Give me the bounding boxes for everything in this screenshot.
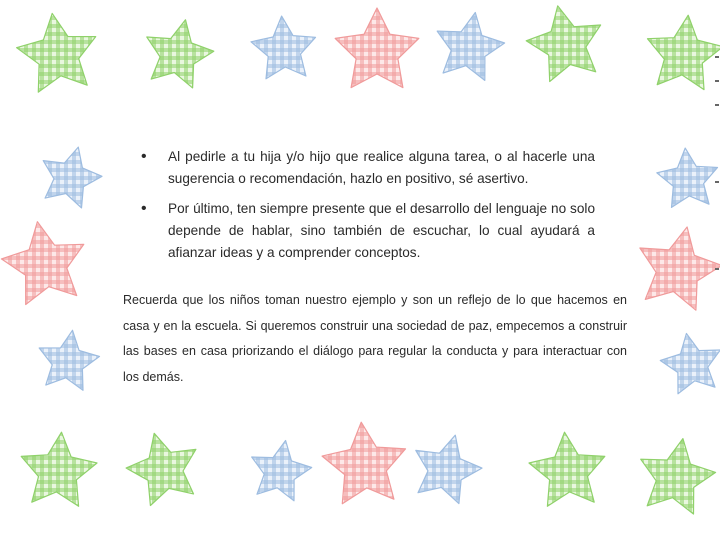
list-item	[143, 198, 595, 264]
list-item-text: Al pedirle a tu hija y/o hijo que realice alguna tarea, o al hacerle una sugerencia o recomendación, hazlo en positivo, sé asertivo.	[168, 149, 595, 186]
edge-mark	[715, 56, 719, 58]
closing-paragraph: Recuerda que los niños toman nuestro ejemplo y son un reflejo de lo que hacemos en casa y en la escuela. Si queremos construir una sociedad de paz, empecemos a construir las bases en casa priorizando el diálogo para regular la conducta y para interactuar con los demás.	[123, 293, 627, 384]
bullet-icon: •	[141, 200, 147, 217]
edge-mark	[715, 268, 719, 270]
bullet-icon: •	[141, 148, 147, 165]
edge-mark	[715, 80, 719, 82]
edge-mark	[715, 104, 719, 106]
tips-list	[143, 146, 595, 264]
list-item	[143, 146, 595, 190]
list-item-text: Por último, ten siempre presente que el desarrollo del lenguaje no solo depende de hablar, sino también de escuchar, lo cual ayudará a afianzar ideas y a comprender conceptos.	[168, 201, 595, 260]
edge-mark	[715, 181, 719, 183]
